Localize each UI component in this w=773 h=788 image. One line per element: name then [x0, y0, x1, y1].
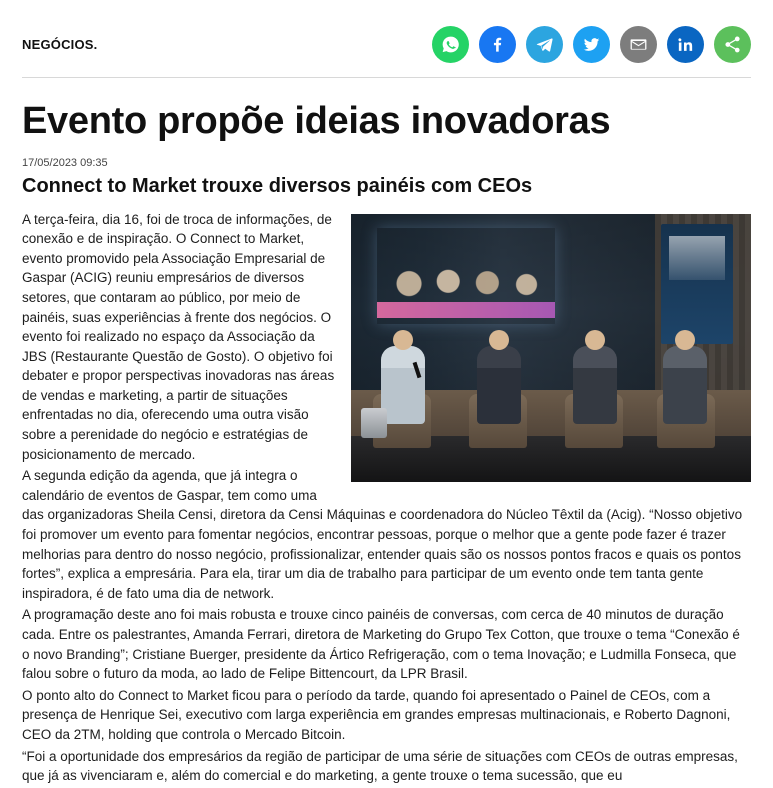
linkedin-icon: [676, 35, 695, 54]
photo-ice-bucket: [361, 408, 387, 438]
photo-person-head: [675, 330, 695, 350]
section-kicker: NEGÓCIOS.: [22, 37, 98, 52]
article-subhead: Connect to Market trouxe diversos painéis com CEOs: [22, 174, 533, 197]
whatsapp-icon: [441, 35, 460, 54]
photo-person-head: [393, 330, 413, 350]
photo-stage-banner: [661, 224, 733, 344]
photo-person: [381, 346, 425, 424]
photo-screen-banner: [377, 302, 555, 318]
article-paragraph: A programação deste ano foi mais robusta e trouxe cinco painéis de conversas, com cerca de 40 minutos de duração cada. Entre os palestrantes, Amanda Ferrari, diretora de Marketing do Grupo Tex Cotton, que trouxe o tema “Conexão é o novo Branding”; Cristiane Buerger, presidente da Ártico Refrigeração, com o tema Inovação; e Ludmilla Fonseca, que falou sobre o futuro da moda, ao lado de Felipe Bittencourt, da LPR Brasil.: [22, 607, 740, 682]
share-facebook-button[interactable]: [479, 26, 516, 63]
share-whatsapp-button[interactable]: [432, 26, 469, 63]
share-telegram-button[interactable]: [526, 26, 563, 63]
article-photo: [351, 214, 751, 482]
article-paragraph: A terça-feira, dia 16, foi de troca de informações, de conexão e de inspiração. O Connect to Market, evento promovido pela Associação Empresarial de Gaspar (ACIG) reuniu empresários de diversos setores, que contaram ao público, por meio de painéis, suas experiências à frente dos negócios. O evento foi realizado no espaço da Associação da JBS (Restaurante Questão de Gosto). O objetivo foi debater e propor perspectivas inovadoras nas áreas de vendas e marketing, a partir de situações enfrentadas no dia, oferecendo uma outra visão sobre a perenidade do negócio e estratégias de posicionamento de mercado.: [22, 211, 335, 462]
photo-projection-screen: [377, 228, 555, 324]
photo-person: [573, 346, 617, 424]
article-paragraph: O ponto alto do Connect to Market ficou para o período da tarde, quando foi apresentado o Painel de CEOs, com a presença de Henrique Sei, executivo com larga experiência em grandes empresas multinacionais, e Roberto Dagnoni, CEO da 2TM, holding que controla o Mercado Bitcoin.: [22, 687, 731, 742]
photo-screen-figures: [377, 256, 555, 302]
photo-scene: [351, 214, 751, 482]
share-icon: [723, 35, 742, 54]
share-more-button[interactable]: [714, 26, 751, 63]
page-title: Evento propõe ideias inovadoras: [22, 100, 611, 142]
share-linkedin-button[interactable]: [667, 26, 704, 63]
photo-person: [663, 346, 707, 424]
email-icon: [629, 35, 648, 54]
share-twitter-button[interactable]: [573, 26, 610, 63]
photo-person: [477, 346, 521, 424]
header-divider: [22, 77, 751, 78]
facebook-icon: [488, 35, 507, 54]
article-body: [22, 210, 751, 788]
twitter-icon: [582, 35, 601, 54]
photo-person-head: [585, 330, 605, 350]
page-header: [22, 0, 751, 71]
telegram-icon: [535, 35, 554, 54]
photo-person-head: [489, 330, 509, 350]
share-buttons-row: [432, 26, 751, 63]
article-timestamp: 17/05/2023 09:35: [22, 156, 108, 169]
article-paragraph: A segunda edição da agenda, que já integra o calendário de eventos de Gaspar, tem como uma das organizadoras Sheila Censi, diretora da Censi Máquinas e coordenadora do Núcleo Têxtil da (Acig). “Nosso objetivo foi promover um evento para fomentar negócios, encontrar pessoas, porque o melhor que a gente pode fazer é trazer melhorias para dentro do nosso negócio, profissionalizar, entender quais são os nossos pontos fracos e quais os pontos fortes”, explica a empresária. Para ela, tirar um dia de trabalho para participar de um evento onde tem tanta gente inspiradora, é de fato uma dia de network.: [22, 468, 743, 601]
article-paragraph: “Foi a oportunidade dos empresários da região de participar de uma série de situações com CEOs de outras empresas, que já as vivenciaram e, além do comercial e do marketing, a gente trouxe o tema sucessão, que eu: [22, 748, 738, 784]
share-email-button[interactable]: [620, 26, 657, 63]
